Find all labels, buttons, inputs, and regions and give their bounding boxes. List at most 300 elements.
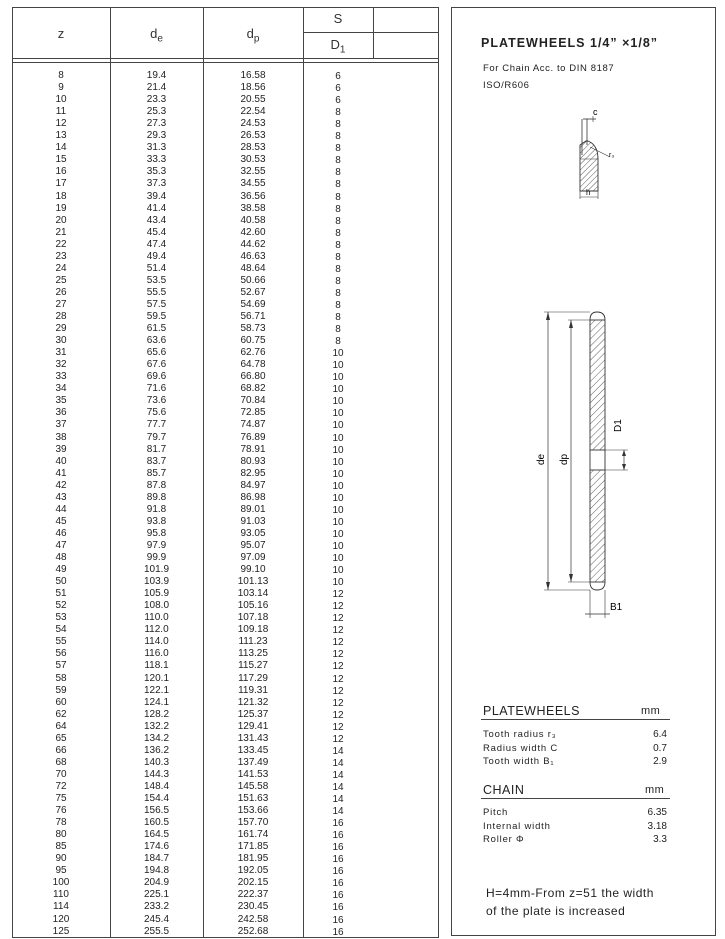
chain-section-title: CHAIN: [483, 783, 525, 797]
cell-d1: 10: [332, 540, 344, 552]
cell-z: 57: [55, 660, 67, 672]
cell-de: 245.4: [143, 913, 170, 925]
cell-z: 75: [55, 793, 67, 804]
cell-z: 60: [55, 696, 67, 708]
cell-d1: 8: [335, 251, 341, 263]
cell-dp: 86.98: [240, 491, 266, 503]
cell-dp: 28.53: [240, 142, 266, 154]
table-header-rule: [12, 58, 438, 59]
cell-d1: 6: [335, 83, 341, 95]
cell-d1: 16: [332, 866, 344, 878]
cell-d1: 10: [332, 456, 344, 468]
label-c: c: [593, 107, 598, 117]
table-top-border: [12, 7, 438, 8]
cell-dp: 42.60: [240, 226, 266, 238]
cell-de: 95.8: [146, 527, 167, 539]
cell-d1: 8: [335, 312, 341, 323]
cell-dp: 70.84: [240, 395, 266, 407]
cell-d1: 12: [332, 709, 344, 721]
cell-de: 85.7: [146, 467, 167, 479]
cell-dp: 111.23: [238, 636, 268, 648]
cell-d1: 6: [335, 95, 341, 107]
cell-d1: 6: [335, 71, 341, 82]
cell-d1: 10: [332, 420, 344, 432]
cell-d1: 8: [335, 336, 341, 348]
cell-dp: 58.73: [240, 323, 266, 335]
cell-z: 41: [55, 467, 67, 479]
cell-de: 91.8: [146, 503, 167, 515]
cell-dp: 230.45: [237, 901, 269, 913]
cell-d1: 12: [332, 637, 344, 649]
cell-dp: 115.27: [238, 660, 268, 672]
cell-dp: 222.37: [237, 889, 269, 901]
cell-de: 128.2: [143, 708, 170, 720]
cell-z: 12: [55, 118, 67, 130]
label-dp: dp: [559, 453, 570, 465]
cell-de: 23.3: [146, 94, 167, 106]
cell-dp: 38.58: [240, 202, 266, 214]
cell-de: 124.1: [143, 696, 170, 708]
cell-d1: 8: [335, 119, 341, 131]
cell-dp: 105.16: [237, 600, 269, 612]
cell-dp: 161.74: [237, 829, 269, 841]
cell-dp: 107.18: [237, 612, 269, 624]
cell-de: 112.0: [144, 624, 169, 636]
cell-z: 24: [55, 262, 67, 274]
cell-z: 62: [55, 708, 67, 720]
cell-de: 27.3: [146, 118, 167, 130]
chain-prop-value: 3.3: [653, 834, 667, 845]
cell-de: 53.5: [146, 274, 167, 286]
cell-z: 39: [55, 443, 67, 455]
cell-dp: 181.95: [237, 853, 269, 865]
cell-dp: 24.53: [240, 118, 266, 130]
cell-z: 66: [55, 744, 67, 756]
cell-d1: 8: [335, 324, 341, 336]
cell-z: 125: [52, 925, 70, 937]
cell-d1: 14: [332, 745, 344, 757]
cell-d1: 8: [335, 131, 341, 143]
cell-d1: 10: [332, 408, 344, 420]
header-s: S: [333, 11, 343, 26]
cell-dp: 137.49: [237, 756, 269, 768]
chain-prop-value: 6.35: [647, 807, 667, 818]
cell-d1: 8: [335, 239, 341, 251]
cell-d1: 8: [335, 299, 341, 311]
cell-dp: 129.41: [237, 720, 269, 732]
cell-de: 31.3: [146, 142, 167, 154]
cell-de: 61.5: [146, 323, 167, 335]
cell-de: 81.7: [146, 443, 167, 455]
cell-de: 120.1: [143, 672, 170, 684]
cell-de: 105.9: [143, 588, 170, 600]
cell-dp: 89.01: [240, 503, 266, 515]
cell-z: 26: [55, 286, 67, 298]
cell-dp: 133.45: [237, 744, 269, 756]
cell-dp: 46.63: [240, 250, 266, 262]
cell-d1: 8: [335, 143, 341, 155]
cell-de: 144.3: [143, 768, 170, 780]
platewheels-prop-value: 6.4: [653, 729, 667, 740]
cell-de: 29.3: [146, 130, 167, 142]
cell-z: 33: [55, 371, 67, 383]
cell-z: 80: [55, 829, 67, 841]
cell-dp: 64.78: [240, 359, 266, 371]
cell-z: 17: [55, 178, 67, 190]
cell-z: 64: [55, 720, 67, 732]
cell-d1: 10: [332, 372, 344, 384]
cell-dp: 34.55: [240, 178, 266, 190]
cell-d1: 10: [332, 480, 344, 492]
cell-d1: 10: [332, 444, 344, 456]
cell-de: 45.4: [146, 226, 167, 238]
cell-de: 118.1: [144, 660, 169, 672]
cell-z: 76: [55, 805, 67, 817]
chain-prop-label: Roller Φ: [483, 834, 525, 845]
cell-z: 114: [53, 901, 69, 913]
cell-d1: 8: [335, 227, 341, 239]
cell-z: 29: [55, 323, 67, 335]
cell-de: 174.6: [143, 841, 170, 853]
cell-de: 114.0: [144, 636, 169, 648]
cell-z: 52: [55, 600, 67, 612]
cell-z: 59: [55, 684, 67, 696]
cell-de: 57.5: [146, 298, 167, 310]
cell-dp: 60.75: [240, 335, 266, 347]
cell-de: 79.7: [146, 431, 167, 443]
cell-z: 47: [55, 539, 67, 551]
header-z: z: [57, 26, 65, 41]
cell-dp: 82.95: [240, 467, 266, 479]
cell-dp: 95.07: [240, 539, 266, 551]
cell-de: 63.6: [146, 335, 167, 347]
cell-d1: 12: [332, 685, 344, 697]
platewheels-rule: [481, 719, 670, 720]
cell-de: 154.4: [143, 793, 170, 804]
cell-d1: 12: [332, 673, 344, 685]
cell-dp: 48.64: [240, 262, 266, 274]
cell-dp: 109.18: [237, 624, 269, 636]
cell-d1: 14: [332, 781, 344, 793]
cell-d1: 10: [332, 384, 344, 396]
cell-z: 11: [55, 106, 67, 118]
cell-z: 120: [52, 913, 70, 925]
cell-de: 116.0: [144, 648, 169, 660]
cell-d1: 14: [332, 757, 344, 769]
cell-z: 16: [55, 166, 67, 178]
cell-z: 53: [55, 612, 67, 624]
cell-d1: 10: [332, 565, 344, 577]
cell-z: 34: [55, 383, 67, 395]
cell-dp: 99.10: [240, 564, 266, 576]
cell-d1: 8: [335, 275, 341, 287]
cell-d1: 16: [332, 854, 344, 866]
cell-dp: 22.54: [240, 106, 266, 118]
cell-z: 25: [55, 274, 67, 286]
cell-d1: 10: [332, 528, 344, 540]
cell-dp: 72.85: [240, 407, 266, 419]
cell-z: 95: [55, 865, 67, 877]
cell-dp: 171.85: [237, 841, 269, 853]
cell-de: 39.4: [146, 190, 167, 202]
cell-dp: 50.66: [240, 274, 266, 286]
cell-dp: 36.56: [240, 190, 266, 202]
cell-d1: 8: [335, 107, 341, 119]
cell-de: 225.1: [143, 889, 170, 901]
cell-dp: 78.91: [240, 443, 266, 455]
cell-de: 101.9: [143, 564, 170, 576]
chain-unit: mm: [645, 784, 665, 796]
cell-dp: 192.05: [237, 865, 269, 877]
cell-dp: 56.71: [240, 311, 266, 322]
cell-de: 97.9: [146, 539, 167, 551]
cell-d1: 14: [332, 794, 344, 805]
cell-de: 19.4: [146, 70, 167, 81]
cell-de: 49.4: [146, 250, 167, 262]
cell-dp: 151.63: [237, 793, 269, 804]
cell-de: 160.5: [143, 817, 170, 829]
cell-z: 38: [55, 431, 67, 443]
cell-dp: 32.55: [240, 166, 266, 178]
cell-z: 78: [55, 817, 67, 829]
panel-subtitle-iso: ISO/R606: [483, 80, 530, 91]
cell-de: 37.3: [146, 178, 167, 190]
cell-dp: 93.05: [240, 527, 266, 539]
cell-dp: 54.69: [240, 298, 266, 310]
cell-z: 14: [55, 142, 67, 154]
cell-d1: 12: [332, 733, 344, 745]
cell-dp: 84.97: [240, 479, 266, 491]
cell-de: 140.3: [143, 756, 170, 768]
cell-dp: 74.87: [240, 419, 266, 431]
cell-z: 13: [55, 130, 67, 142]
platewheels-prop-value: 0.7: [653, 742, 667, 754]
cell-dp: 30.53: [240, 154, 266, 166]
width-note-line-2: of the plate is increased: [486, 904, 626, 918]
cell-dp: 242.58: [237, 913, 269, 925]
chain-prop-label: Internal width: [483, 820, 551, 832]
cell-de: 83.7: [146, 455, 167, 467]
cell-d1: 8: [335, 203, 341, 215]
cell-d1: 10: [332, 504, 344, 516]
cell-de: 204.9: [143, 877, 170, 889]
cell-z: 40: [55, 455, 67, 467]
platewheels-section-title: PLATEWHEELS: [483, 704, 580, 718]
cell-de: 156.5: [143, 805, 170, 817]
cell-de: 233.2: [143, 901, 170, 913]
cell-z: 46: [55, 527, 67, 539]
chain-prop-value: 3.18: [647, 820, 667, 832]
cell-d1: 10: [332, 360, 344, 372]
col-divider-4: [373, 7, 374, 59]
cell-de: 25.3: [146, 106, 167, 118]
cell-z: 72: [55, 780, 67, 792]
cell-de: 255.5: [143, 925, 170, 937]
cell-dp: 153.66: [237, 805, 269, 817]
header-d1: $D_1$: [330, 37, 346, 56]
cell-d1: 12: [332, 601, 344, 613]
cell-d1: 10: [332, 492, 344, 504]
cell-de: 164.5: [143, 829, 170, 841]
cell-dp: 141.53: [237, 768, 269, 780]
cell-de: 194.8: [143, 865, 170, 877]
cell-d1: 10: [332, 432, 344, 444]
cell-z: 70: [55, 768, 67, 780]
cell-dp: 113.25: [238, 648, 268, 660]
cell-de: 41.4: [146, 202, 167, 214]
cell-de: 87.8: [146, 479, 167, 491]
cell-d1: 12: [332, 721, 344, 733]
cell-d1: 12: [332, 697, 344, 709]
cell-d1: 14: [332, 769, 344, 781]
cell-de: 108.0: [143, 600, 170, 612]
cell-z: 48: [55, 552, 67, 563]
cell-de: 132.2: [143, 720, 170, 732]
cell-d1: 8: [335, 263, 341, 275]
cell-z: 90: [55, 853, 67, 865]
label-b1: B1: [610, 602, 623, 613]
cell-z: 22: [55, 238, 67, 250]
cell-de: 65.6: [146, 347, 167, 359]
cell-de: 93.8: [146, 515, 167, 527]
cell-de: 51.4: [146, 262, 167, 274]
cell-dp: 16.58: [240, 70, 266, 81]
cell-z: 43: [55, 491, 67, 503]
cell-z: 44: [55, 503, 67, 515]
cell-dp: 103.14: [237, 588, 269, 600]
cell-dp: 80.93: [240, 455, 266, 467]
cell-z: 58: [55, 672, 67, 684]
cell-dp: 62.76: [240, 347, 266, 359]
cell-z: 27: [55, 298, 67, 310]
cell-de: 136.2: [143, 744, 170, 756]
cell-de: 184.7: [143, 853, 170, 865]
cell-de: 47.4: [146, 238, 167, 250]
cell-z: 32: [55, 359, 67, 371]
cell-z: 18: [55, 190, 67, 202]
label-h: h: [586, 188, 591, 197]
cell-d1: 8: [335, 179, 341, 191]
cell-z: 10: [55, 94, 67, 106]
cell-z: 100: [52, 877, 70, 889]
cell-d1: 16: [332, 878, 344, 890]
width-note-line-1: H=4mm-From z=51 the width: [486, 886, 654, 900]
cell-z: 45: [55, 515, 67, 527]
cell-z: 8: [58, 70, 64, 81]
width-note: [486, 884, 654, 920]
cell-dp: 76.89: [240, 431, 266, 443]
cell-d1: 8: [335, 191, 341, 203]
cell-dp: 44.62: [240, 238, 266, 250]
cell-dp: 202.15: [237, 877, 269, 889]
cell-z: 56: [55, 648, 67, 660]
cell-de: 35.3: [146, 166, 167, 178]
cell-d1: 12: [332, 661, 344, 673]
cell-dp: 125.37: [237, 708, 269, 720]
cell-dp: 101.13: [237, 576, 269, 588]
cell-d1: 10: [332, 396, 344, 408]
cell-de: 77.7: [146, 419, 167, 431]
cell-dp: 119.31: [238, 684, 268, 696]
cell-z: 42: [55, 479, 67, 491]
cell-dp: 91.03: [240, 515, 266, 527]
cell-d1: 10: [332, 553, 344, 564]
cell-z: 23: [55, 250, 67, 262]
cell-z: 54: [55, 624, 67, 636]
cell-z: 49: [55, 564, 67, 576]
cell-de: 43.4: [146, 214, 167, 226]
platewheels-prop-label: Tooth radius r₃: [483, 729, 557, 740]
cell-d1: 8: [335, 155, 341, 167]
cell-z: 36: [55, 407, 67, 419]
plate-section-diagram: [530, 300, 640, 625]
cell-dp: 97.09: [240, 552, 266, 563]
cell-z: 37: [55, 419, 67, 431]
cell-dp: 26.53: [240, 130, 266, 142]
cell-dp: 20.55: [240, 94, 266, 106]
cell-de: 33.3: [146, 154, 167, 166]
cell-d1: 16: [332, 926, 344, 938]
cell-d1: 16: [332, 830, 344, 842]
cell-d1: 12: [332, 613, 344, 625]
cell-de: 122.1: [143, 684, 170, 696]
platewheels-prop-value: 2.9: [653, 756, 667, 767]
cell-d1: 10: [332, 468, 344, 480]
cell-dp: 131.43: [237, 732, 269, 744]
label-r3: r₃: [609, 152, 615, 159]
chain-prop-label: Pitch: [483, 807, 509, 818]
label-d1: D1: [613, 419, 624, 432]
cell-d1: 12: [332, 625, 344, 637]
s-d1-divider: [303, 32, 438, 33]
cell-d1: 10: [332, 516, 344, 528]
cell-dp: 145.58: [237, 780, 269, 792]
cell-de: 67.6: [146, 359, 167, 371]
cell-d1: 8: [335, 287, 341, 299]
cell-dp: 52.67: [240, 286, 266, 298]
table-right-border: [438, 7, 439, 938]
chain-rule: [481, 798, 670, 799]
cell-de: 71.6: [146, 383, 167, 395]
cell-dp: 66.80: [240, 371, 266, 383]
cell-de: 73.6: [146, 395, 167, 407]
cell-z: 9: [58, 82, 64, 94]
cell-d1: 12: [332, 589, 344, 601]
cell-dp: 40.58: [240, 214, 266, 226]
cell-de: 21.4: [146, 82, 167, 94]
platewheels-prop-label: Radius width C: [483, 742, 559, 754]
cell-z: 31: [55, 347, 67, 359]
cell-z: 65: [55, 732, 67, 744]
cell-d1: 16: [332, 890, 344, 902]
cell-dp: 18.56: [240, 82, 266, 94]
cell-d1: 16: [332, 818, 344, 830]
cell-z: 35: [55, 395, 67, 407]
header-de: $d_e$: [150, 26, 163, 45]
cell-de: 134.2: [143, 732, 170, 744]
cell-z: 20: [55, 214, 67, 226]
cell-d1: 8: [335, 215, 341, 227]
panel-subtitle-standard: For Chain Acc. to DIN 8187: [483, 63, 615, 74]
cell-z: 55: [55, 636, 67, 648]
cell-d1: 8: [335, 167, 341, 179]
cell-d1: 16: [332, 914, 344, 926]
cell-de: 99.9: [146, 552, 167, 563]
cell-d1: 16: [332, 842, 344, 854]
cell-d1: 10: [332, 348, 344, 360]
cell-z: 28: [55, 311, 67, 322]
cell-z: 50: [55, 576, 67, 588]
